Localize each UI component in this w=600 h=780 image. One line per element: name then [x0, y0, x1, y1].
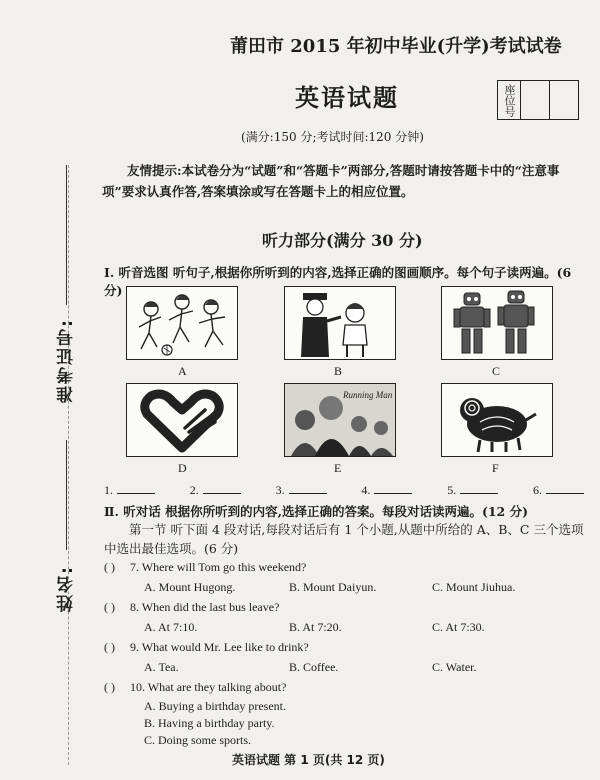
option[interactable]: A. At 7:10.: [144, 620, 198, 634]
answer-paren[interactable]: ( ): [104, 680, 115, 694]
question-8: ( ) 8. When did the last bus leave?: [104, 600, 280, 614]
answer-blank[interactable]: 3.: [276, 483, 327, 498]
answer-paren[interactable]: ( ): [104, 560, 115, 574]
question-10-option-a: [144, 699, 286, 714]
friendly-tip: 友情提示:本试卷分为“试题”和“答题卡”两部分,答题时请按答题卡中的“注意事项”要求认真作答,答案填涂或写在答题卡上的相应位置。: [102, 163, 560, 199]
answer-blank[interactable]: 1.: [104, 483, 155, 498]
score-info: (满分:150 分;考试时间:120 分钟): [241, 130, 424, 144]
question-9: ( ) 9. What would Mr. Lee like to drink?: [104, 640, 309, 654]
question-10-option-b: [144, 716, 275, 731]
heart-hand-icon: [127, 384, 237, 456]
image-letter: C: [492, 364, 501, 378]
seat-cell: [550, 81, 578, 119]
option[interactable]: B. Having a birthday party.: [144, 716, 275, 730]
answer-blank[interactable]: 2.: [190, 483, 241, 498]
question-9-options: [144, 660, 476, 675]
question-10-option-c: [144, 733, 251, 748]
option[interactable]: C. Doing some sports.: [144, 733, 252, 747]
image-c: [441, 286, 553, 360]
question-7-options: [144, 580, 515, 595]
name-label: 姓名:: [57, 565, 77, 612]
image-a: [126, 286, 238, 360]
option[interactable]: C. At 7:30.: [432, 620, 485, 634]
image-b: [284, 286, 396, 360]
section1-instruction: 第一节 听下面 4 段对话,每段对话后有 1 个小题,从题中所给的 A、B、C 三个选项中选出最佳选项。(6 分): [104, 522, 584, 556]
part2-instruction: Ⅱ. 听对话 根据你所听到的内容,选择正确的答案。每段对话读两遍。(12 分): [104, 504, 529, 519]
robots-icon: [442, 287, 552, 359]
exam-id-label: 准考证号:: [57, 318, 77, 403]
section-title: 听力部分(满分 30 分): [262, 231, 423, 250]
image-letter: A: [178, 364, 187, 378]
page-footer: 英语试题 第 1 页(共 12 页): [232, 753, 385, 767]
running-man-caption: Running Man: [343, 390, 393, 400]
answer-paren[interactable]: ( ): [104, 640, 115, 654]
option[interactable]: B. Coffee.: [289, 660, 339, 674]
exam-title: 莆田市 2015 年初中毕业(升学)考试试卷: [230, 36, 562, 57]
option[interactable]: A. Buying a birthday present.: [144, 699, 286, 713]
image-f: [441, 383, 553, 457]
option[interactable]: B. Mount Daiyun.: [289, 580, 377, 594]
option[interactable]: A. Mount Hugong.: [144, 580, 236, 594]
binding-line: [68, 165, 69, 765]
running-man-show-icon: [285, 384, 395, 456]
part1-instruction: Ⅰ. 听音选图 听句子,根据你所听到的内容,选择正确的图画顺序。每个句子读两遍。(6 分): [104, 265, 572, 298]
answer-paren[interactable]: ( ): [104, 600, 115, 614]
seat-number-box: [497, 80, 579, 120]
image-letter: E: [334, 461, 342, 475]
name-rule: [66, 440, 67, 550]
exam-id-rule: [66, 165, 67, 305]
option[interactable]: B. At 7:20.: [289, 620, 342, 634]
image-letter: D: [178, 461, 187, 475]
question-7: ( ) 7. Where will Tom go this weekend?: [104, 560, 307, 574]
image-letter: B: [334, 364, 343, 378]
image-letter: F: [492, 461, 499, 475]
answer-blank[interactable]: 5.: [447, 483, 498, 498]
seat-cell: [521, 81, 550, 119]
question-8-options: [144, 620, 485, 635]
answer-blank[interactable]: 4.: [361, 483, 412, 498]
paper-cut-sheep-icon: [442, 384, 552, 456]
seat-label: 座位号: [498, 81, 521, 119]
answer-blanks-row: [104, 483, 584, 498]
option[interactable]: C. Water.: [432, 660, 477, 674]
question-10: ( ) 10. What are they talking about?: [104, 680, 287, 694]
option[interactable]: C. Mount Jiuhua.: [432, 580, 516, 594]
subject-title: 英语试题: [295, 83, 399, 112]
option[interactable]: A. Tea.: [144, 660, 179, 674]
image-d: [126, 383, 238, 457]
image-e: [284, 383, 396, 457]
answer-blank[interactable]: 6.: [533, 483, 584, 498]
kids-playing-football-icon: [127, 287, 237, 359]
police-and-boy-icon: [285, 287, 395, 359]
